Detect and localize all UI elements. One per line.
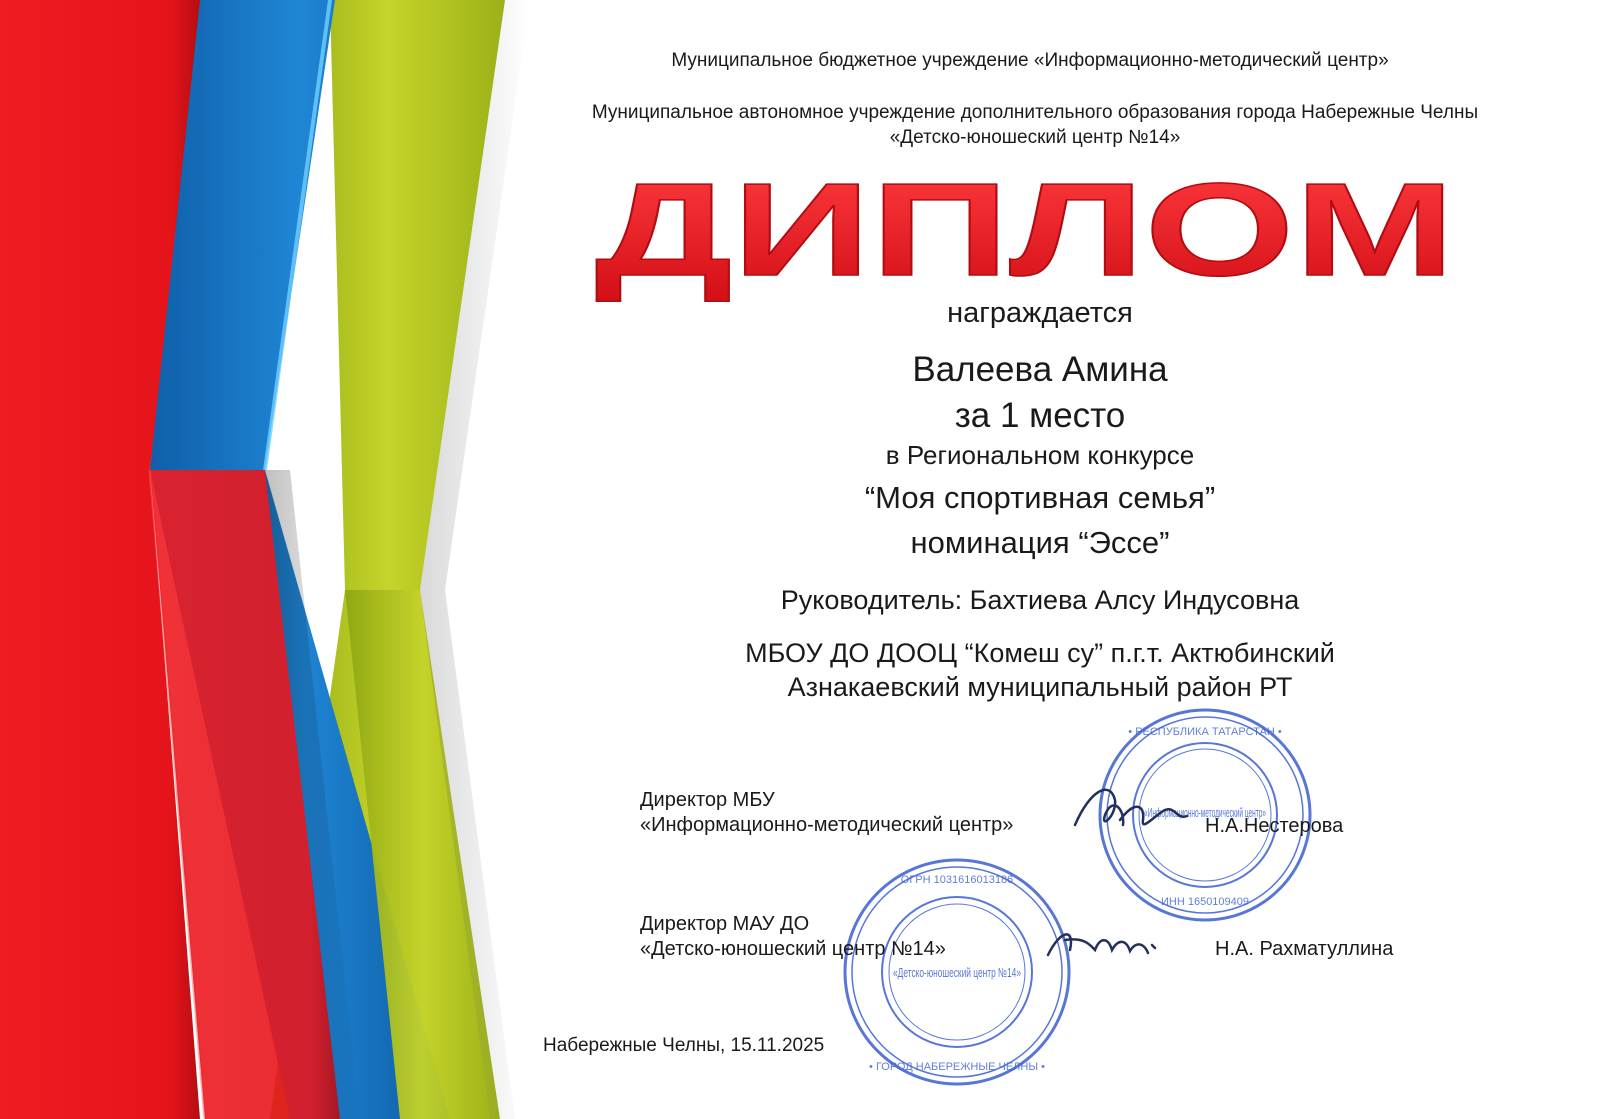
signer-1-role-line-1: Директор МБУ	[640, 789, 775, 811]
signature-1	[1065, 770, 1195, 850]
stamp-imc-center: «Информационно-методический центр»	[1144, 805, 1266, 820]
signature-2	[1040, 915, 1170, 975]
svg-text:ИНН 1650109409: ИНН 1650109409	[1160, 896, 1250, 908]
place-date: Набережные Челны, 15.11.2025	[543, 1035, 825, 1056]
issuer-line-1: Муниципальное бюджетное учреждение «Информационно-методический центр»	[671, 50, 1389, 71]
contest-label: в Региональном конкурсе	[885, 440, 1195, 470]
signer-2-name: Н.А. Рахматуллина	[1215, 938, 1394, 960]
award-place: за 1 место	[954, 396, 1126, 435]
leader: Руководитель: Бахтиева Алсу Индусовна	[780, 585, 1300, 615]
decorative-bands	[0, 0, 620, 1119]
issuer-line-2	[495, 100, 1575, 150]
signer-1-name: Н.А.Нестерова	[1205, 815, 1344, 837]
signer-2-role-line-1: Директор МАУ ДО	[640, 913, 810, 935]
issuer-line-2b: «Детско-юношеский центр №14»	[889, 127, 1181, 148]
school-line-2: Азнакаевский муниципальный район РТ	[787, 672, 1293, 702]
signer-2-role	[640, 912, 946, 962]
nomination: номинация “Эссе”	[910, 525, 1170, 560]
signer-1-role	[640, 788, 1013, 838]
svg-text:• ГОРОД НАБЕРЕЖНЫЕ ЧЕЛНЫ •: • ГОРОД НАБЕРЕЖНЫЕ ЧЕЛНЫ •	[869, 1061, 1045, 1073]
issuer-line-2a: Муниципальное автономное учреждение дополнительного образования города Набережные Челны	[591, 102, 1479, 123]
diploma-title-text: ДИПЛОМ	[595, 156, 1455, 303]
stamp-dyc-center: «Детско-юношеский центр №14»	[893, 965, 1021, 980]
svg-text:• РЕСПУБЛИКА ТАТАРСТАН •: • РЕСПУБЛИКА ТАТАРСТАН •	[1128, 726, 1282, 738]
signer-2-role-line-2: «Детско-юношеский центр №14»	[640, 938, 946, 960]
awarded-label: награждается	[947, 297, 1133, 329]
school-line-1: МБОУ ДО ДООЦ “Комеш су” п.г.т. Актюбинский	[745, 638, 1335, 668]
contest-title: “Моя спортивная семья”	[864, 480, 1216, 515]
diploma-title	[585, 156, 1465, 303]
recipient-name: Валеева Амина	[912, 350, 1168, 389]
signer-1-role-line-2: «Информационно-методический центр»	[640, 814, 1014, 836]
svg-text:ОГРН 1031616013186: ОГРН 1031616013186	[900, 874, 1014, 886]
school	[680, 636, 1400, 704]
